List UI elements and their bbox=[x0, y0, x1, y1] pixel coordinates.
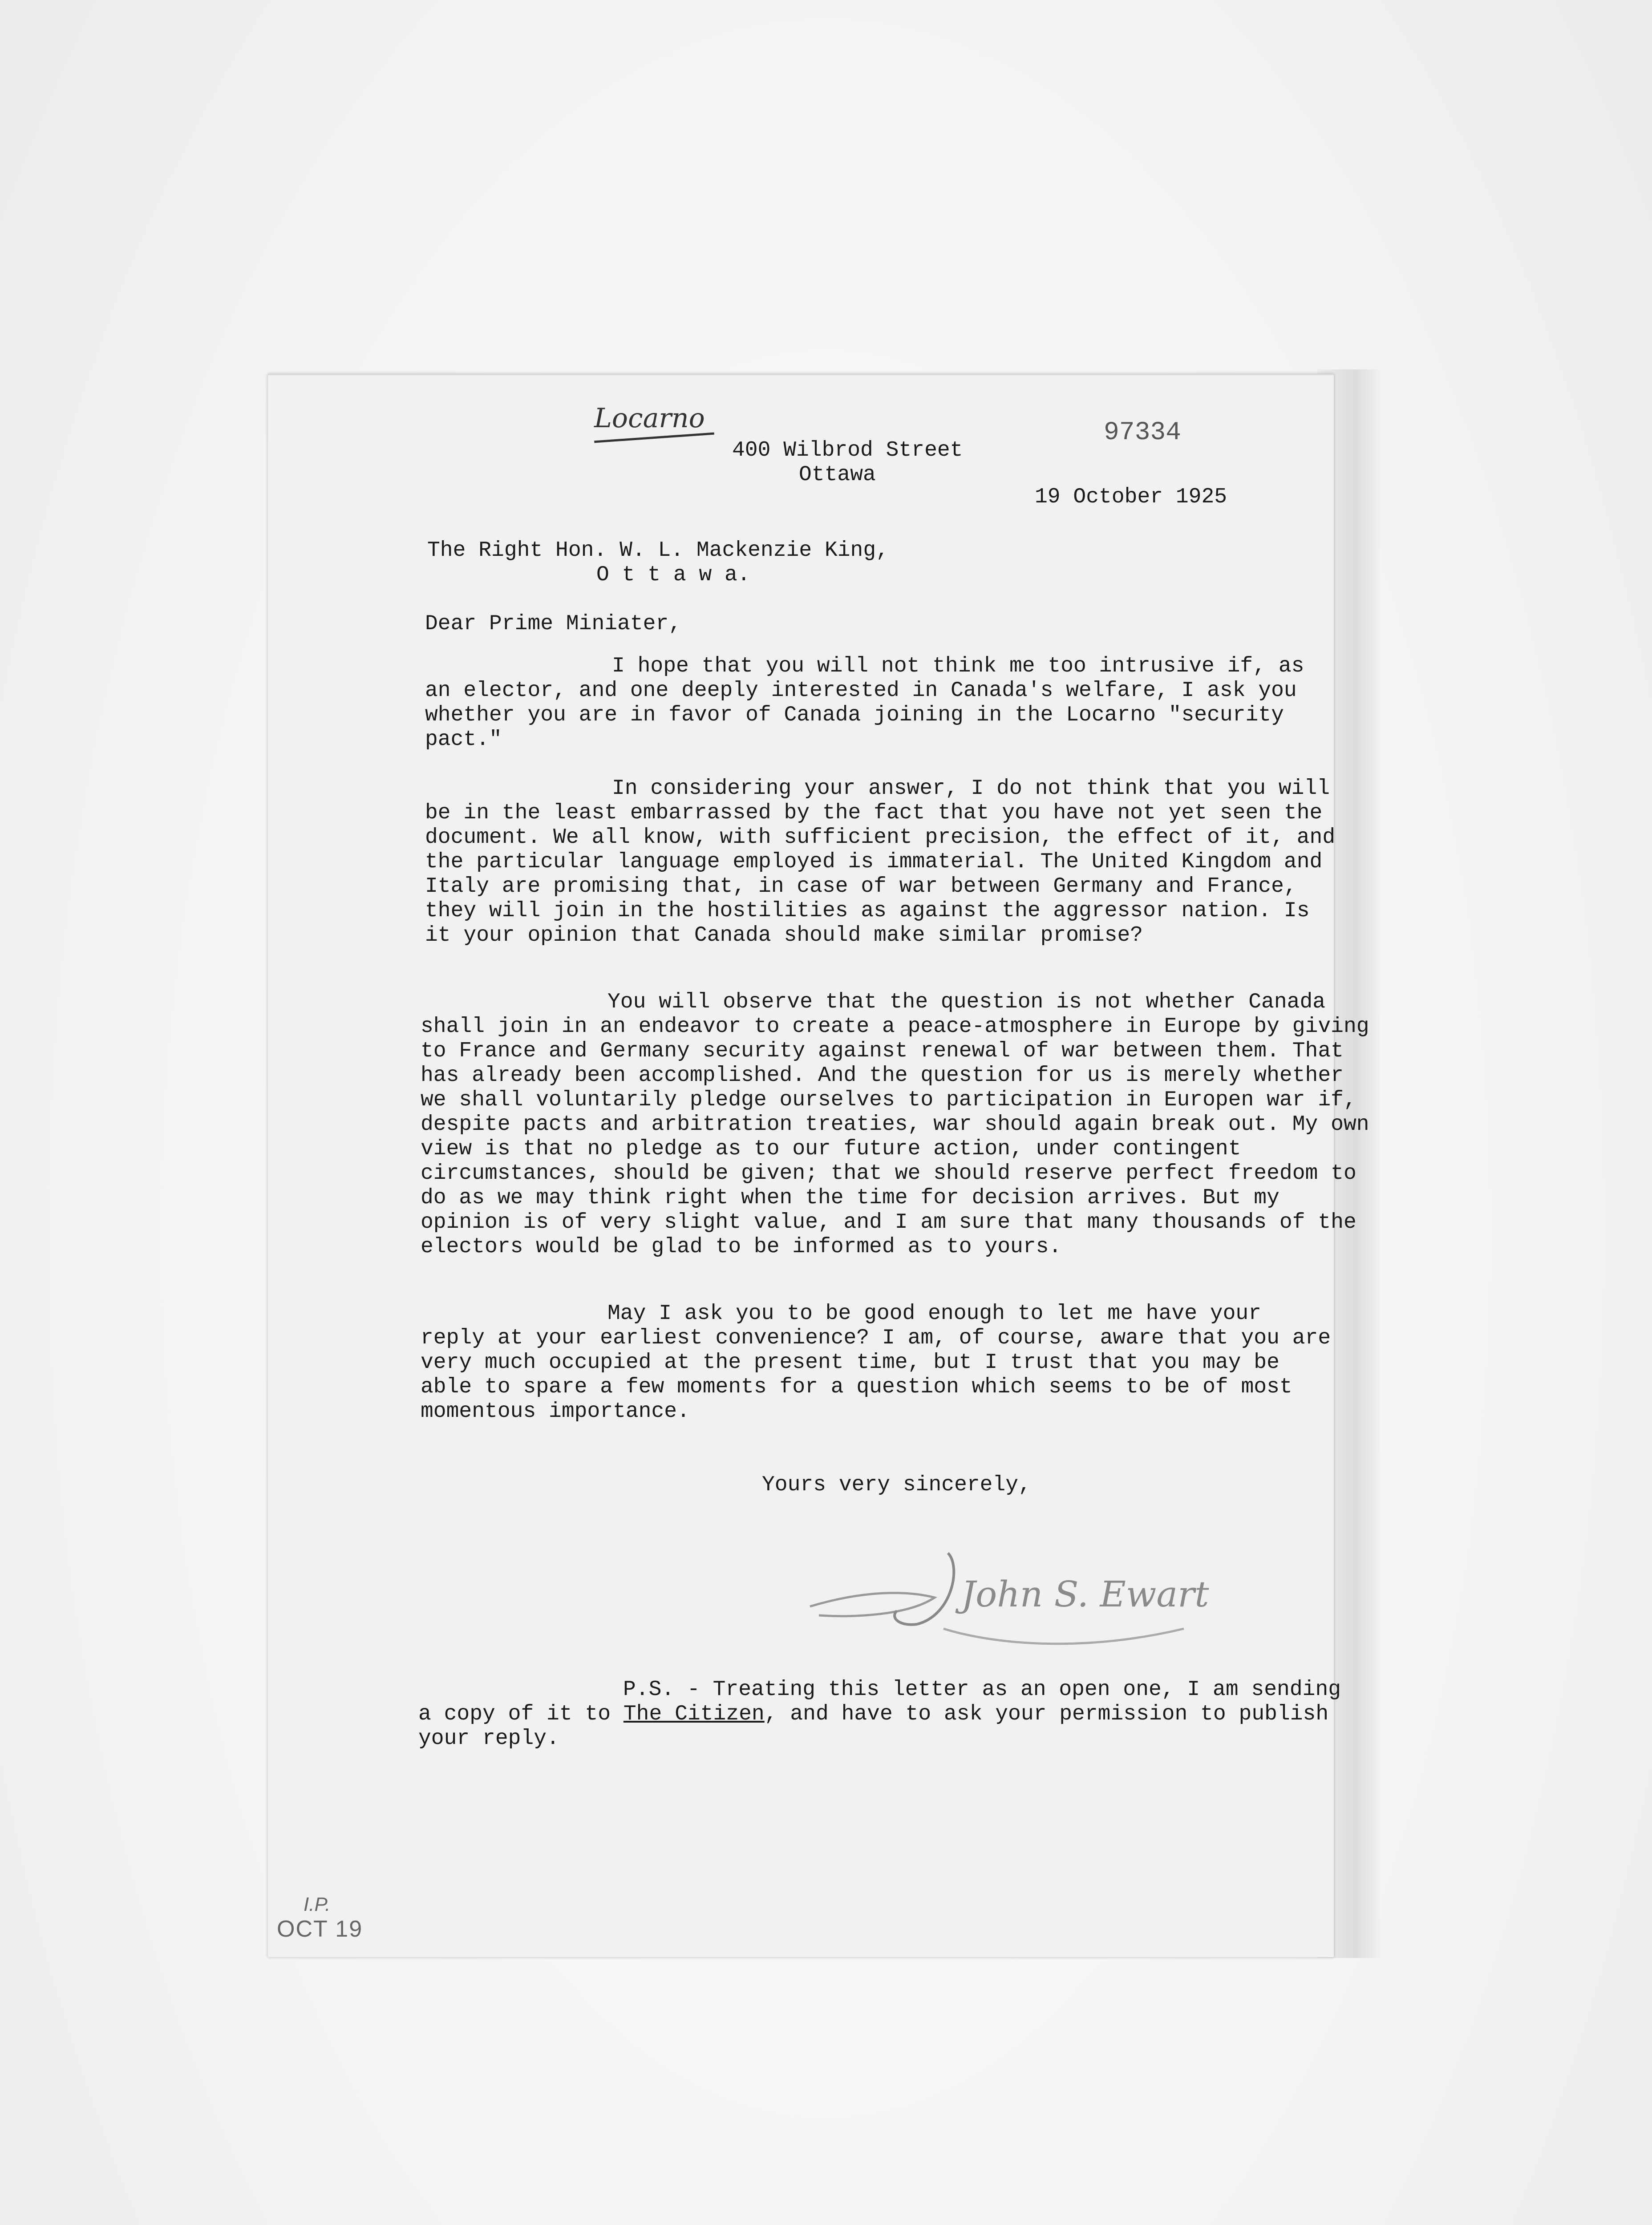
received-stamp bbox=[277, 1893, 363, 1942]
recipient-name: The Right Hon. W. L. Mackenzie King, bbox=[427, 538, 889, 562]
address-city: Ottawa bbox=[799, 463, 876, 487]
postscript: P.S. - Treating this letter as an open one, I am sending a copy of it to The Citizen, and have to ask your permission to publish your reply. bbox=[418, 1678, 1341, 1751]
sender-address bbox=[732, 438, 963, 487]
paragraph-4: May I ask you to be good enough to let me have your reply at your earliest convenience? I am, of course, aware that you are very much occupied at the present time, but I trust that you may be able to spare a few moments for a question which seems to be of most momentous importance. bbox=[421, 1302, 1331, 1424]
recipient-block bbox=[427, 538, 889, 587]
paragraph-1: I hope that you will not think me too intrusive if, as an elector, and one deeply interested in Canada's welfare, I ask you whether you are in favor of Canada joining in the Locarno "security pact." bbox=[425, 654, 1304, 752]
signature bbox=[801, 1540, 1224, 1669]
document-number: 97334 bbox=[1104, 418, 1182, 447]
address-street: 400 Wilbrod Street bbox=[732, 438, 963, 462]
stamp-initials: I.P. bbox=[304, 1893, 331, 1915]
signature-mark bbox=[801, 1540, 1224, 1669]
recipient-city: O t t a w a. bbox=[596, 563, 750, 587]
paragraph-3: You will observe that the question is not whether Canada shall join in an endeavor to create a peace-atmosphere in Europe by giving to France and Germany security against renewal of war between them. That has already been accomplished. And the question for us is merely whether we shall voluntarily pledge ourselves to participation in Europen war if, despite pacts and arbitration treaties, war should again break out. My own view is that no pledge as to our future action, under contingent circumstances, should be given; that we should reserve perfect freedom to do as we may think right when the time for decision arrives. But my opinion is of very slight value, and I am sure that many thousands of the electors would be glad to be informed as to yours. bbox=[421, 990, 1369, 1259]
paragraph-2: In considering your answer, I do not think that you will be in the least embarrassed by the fact that you have not yet seen the document. We all know, with sufficient precision, the effect of it, and the particular language employed is immaterial. The United Kingdom and Italy are promising that, in case of war between Germany and France, they will join in the hostilities as against the aggressor nation. Is it your opinion that Canada should make similar promise? bbox=[425, 777, 1336, 947]
stamp-date: OCT 19 bbox=[277, 1916, 363, 1942]
svg-text:John S. Ewart: John S. Ewart bbox=[961, 1574, 1209, 1615]
handwritten-header: Locarno bbox=[594, 403, 714, 439]
newspaper-name: The Citizen bbox=[623, 1702, 765, 1726]
closing: Yours very sincerely, bbox=[762, 1473, 1031, 1497]
letter-date: 19 October 1925 bbox=[1035, 485, 1227, 509]
salutation: Dear Prime Miniater, bbox=[425, 612, 682, 636]
